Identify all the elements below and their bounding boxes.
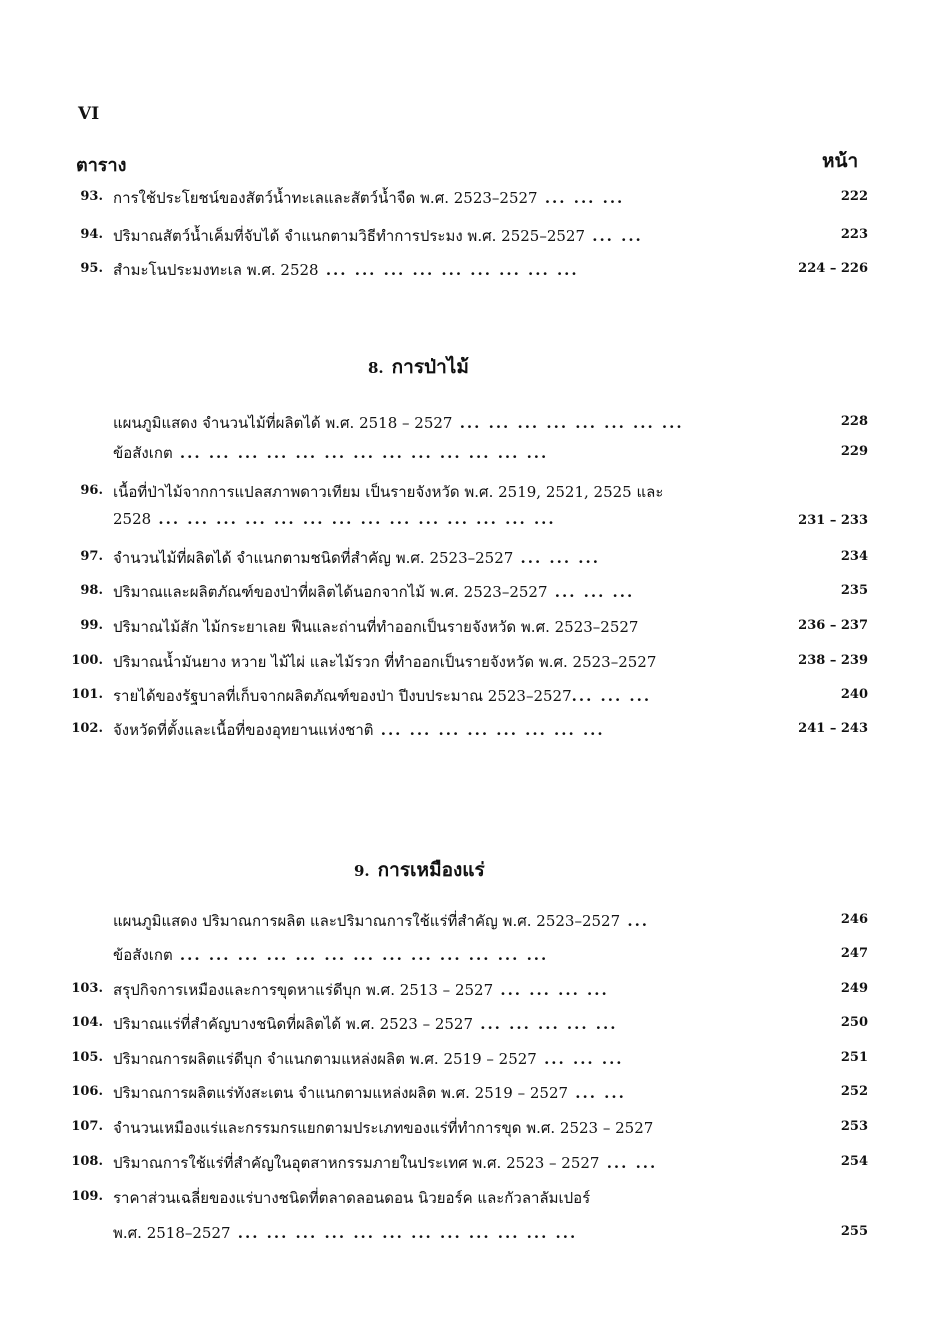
entry-title-line (113, 650, 656, 674)
dot-leader: ... ... ... (571, 687, 652, 705)
toc-row (0, 480, 941, 506)
page-roman-numeral: VI (78, 104, 100, 124)
toc-row (0, 546, 941, 572)
entry-title-line (113, 1047, 624, 1071)
toc-row (0, 718, 941, 744)
page-number: 222 (840, 189, 868, 204)
page-number: 223 (840, 227, 868, 242)
table-number: 96. (80, 483, 103, 498)
entry-title-line (113, 943, 548, 967)
dot-leader: ... ... ... ... ... ... ... ... ... ... ... ... ... (172, 444, 549, 462)
entry-title-line (113, 1081, 626, 1105)
dot-leader: ... ... ... ... ... ... ... ... ... (318, 261, 579, 279)
toc-row (0, 650, 941, 676)
section-title: การเหมืองแร่ (377, 859, 485, 881)
entry-title: สำมะโนประมงทะเล พ.ศ. 2528 (113, 261, 319, 279)
page-number: 234 (840, 549, 868, 564)
toc-row (0, 1116, 941, 1142)
table-number: 102. (71, 721, 103, 736)
dot-leader: ... (620, 912, 650, 930)
page-number: 253 (840, 1119, 868, 1134)
column-header-page: หน้า (822, 150, 859, 172)
dot-leader: ... ... ... ... ... (473, 1015, 618, 1033)
toc-row (0, 411, 941, 437)
table-number: 109. (71, 1189, 103, 1204)
page-number: 235 (840, 583, 868, 598)
dot-leader: ... ... ... ... ... ... ... ... (373, 721, 605, 739)
entry-title-line (113, 186, 624, 210)
entry-title: ปริมาณไม้สัก ไม้กระยาเลย ฟืนและถ่านที่ทำออกเป็นรายจังหวัด พ.ศ. 2523–2527 (113, 618, 639, 636)
table-number: 101. (71, 687, 103, 702)
dot-leader: ... ... ... (536, 1050, 624, 1068)
entry-title-line (113, 615, 638, 639)
entry-title-line (113, 411, 684, 435)
entry-title: จังหวัดที่ตั้งและเนื้อที่ของอุทยานแห่งชาติ (113, 721, 374, 739)
page-number: 252 (840, 1084, 868, 1099)
entry-title: ข้อสังเกต (113, 946, 173, 964)
entry-title: รายได้ของรัฐบาลที่เก็บจากผลิตภัณฑ์ของป่า ปีงบประมาณ 2523–2527 (113, 687, 572, 705)
entry-title-line (113, 1186, 590, 1210)
entry-title: ปริมาณการผลิตแร่ดีบุก จำแนกตามแหล่งผลิต พ.ศ. 2519 – 2527 (113, 1050, 537, 1068)
entry-title: การใช้ประโยชน์ของสัตว์น้ำทะเลและสัตว์น้ำจืด พ.ศ. 2523–2527 (113, 189, 538, 207)
table-number: 100. (71, 653, 103, 668)
page-number: 238 – 239 (798, 653, 868, 668)
dot-leader: ... ... ... (513, 549, 600, 567)
toc-row (0, 684, 941, 710)
table-number: 99. (80, 618, 103, 633)
page-number: 240 (840, 687, 868, 702)
dot-leader: ... ... ... ... (493, 981, 609, 999)
toc-row (0, 978, 941, 1004)
page-number: 228 (840, 414, 868, 429)
table-number: 94. (80, 227, 103, 242)
page-number: 236 – 237 (798, 618, 868, 633)
entry-title-line (113, 718, 605, 742)
page-number: 246 (840, 912, 868, 927)
table-number: 103. (71, 981, 103, 996)
page-number: 249 (840, 981, 868, 996)
entry-title-line (113, 909, 649, 933)
section-number: 9. (354, 862, 370, 880)
section-title: การป่าไม้ (391, 356, 469, 378)
toc-row (0, 258, 941, 284)
entry-title: แผนภูมิแสดง จำนวนไม้ที่ผลิตได้ พ.ศ. 2518 – 2527 (113, 414, 453, 432)
page-number: 224 – 226 (798, 261, 868, 276)
table-number: 98. (80, 583, 103, 598)
page-number: 255 (840, 1224, 868, 1239)
toc-row (0, 1012, 941, 1038)
entry-title: ข้อสังเกต (113, 444, 173, 462)
table-number: 95. (80, 261, 103, 276)
dot-leader: ... ... ... ... ... ... ... ... (452, 414, 684, 432)
entry-title: จำนวนเหมืองแร่และกรรมกรแยกตามประเภทของแร่ที่ทำการขุด พ.ศ. 2523 – 2527 (113, 1119, 654, 1137)
entry-title: ปริมาณแร่ที่สำคัญบางชนิดที่ผลิตได้ พ.ศ. 2523 – 2527 (113, 1015, 474, 1033)
entry-title-line (113, 258, 579, 282)
entry-title: ปริมาณการใช้แร่ที่สำคัญในอุตสาหกรรมภายในประเทศ พ.ศ. 2523 – 2527 (113, 1154, 600, 1172)
table-number: 106. (71, 1084, 103, 1099)
entry-title: 2528 (113, 510, 152, 528)
toc-row (0, 1221, 941, 1247)
dot-leader: ... ... ... ... ... ... ... ... ... ... ... ... ... ... (151, 510, 556, 528)
entry-title-line (113, 480, 663, 504)
table-number: 107. (71, 1119, 103, 1134)
dot-leader: ... ... ... (537, 189, 625, 207)
entry-title-line (113, 978, 609, 1002)
entry-title-line (113, 1012, 617, 1036)
page-number: 229 (840, 444, 868, 459)
toc-row (0, 580, 941, 606)
toc-row (0, 510, 941, 536)
section-heading-forestry (368, 352, 469, 382)
entry-title-line (113, 684, 651, 708)
toc-row (0, 943, 941, 969)
entry-title: ราคาส่วนเฉลี่ยของแร่บางชนิดที่ตลาดลอนดอน นิวยอร์ค และกัวลาลัมเปอร์ (113, 1189, 591, 1207)
dot-leader: ... ... ... (547, 583, 635, 601)
entry-title: เนื้อที่ป่าไม้จากการแปลสภาพดาวเทียม เป็นรายจังหวัด พ.ศ. 2519, 2521, 2525 และ (113, 483, 664, 501)
entry-title: ปริมาณการผลิตแร่ทังสะเตน จำแนกตามแหล่งผลิต พ.ศ. 2519 – 2527 (113, 1084, 569, 1102)
entry-title-line (113, 510, 556, 528)
column-header-table: ตาราง (76, 155, 127, 176)
page-number: 231 – 233 (798, 513, 868, 528)
entry-title: จำนวนไม้ที่ผลิตได้ จำแนกตามชนิดที่สำคัญ พ.ศ. 2523–2527 (113, 549, 514, 567)
toc-row (0, 909, 941, 935)
table-number: 108. (71, 1154, 103, 1169)
toc-row (0, 1151, 941, 1177)
toc-row (0, 224, 941, 250)
entry-title-line (113, 580, 634, 604)
entry-title-line (113, 1151, 657, 1175)
dot-leader: ... ... ... ... ... ... ... ... ... ... ... ... ... (172, 946, 549, 964)
section-number: 8. (368, 359, 384, 377)
dot-leader: ... ... (599, 1154, 658, 1172)
entry-title-line (113, 441, 548, 465)
entry-title: แผนภูมิแสดง ปริมาณการผลิต และปริมาณการใช้แร่ที่สำคัญ พ.ศ. 2523–2527 (113, 912, 621, 930)
section-heading-mining (354, 855, 485, 885)
entry-title-line (113, 546, 600, 570)
dot-leader: ... ... (585, 227, 643, 245)
entry-title: สรุปกิจการเหมืองและการขุดหาแร่ดีบุก พ.ศ. 2513 – 2527 (113, 981, 494, 999)
page-number: 247 (840, 946, 868, 961)
page-number: 251 (840, 1050, 868, 1065)
toc-row (0, 186, 941, 212)
dot-leader: ... ... ... ... ... ... ... ... ... ... ... ... (230, 1224, 578, 1242)
entry-title-line (113, 1221, 577, 1245)
table-number: 104. (71, 1015, 103, 1030)
page-number: 254 (840, 1154, 868, 1169)
entry-title-line (113, 224, 643, 248)
toc-row (0, 1081, 941, 1107)
table-number: 97. (80, 549, 103, 564)
table-number: 105. (71, 1050, 103, 1065)
toc-row (0, 1186, 941, 1212)
toc-row (0, 441, 941, 467)
entry-title: ปริมาณสัตว์น้ำเค็มที่จับได้ จำแนกตามวิธีทำการประมง พ.ศ. 2525–2527 (113, 227, 585, 245)
toc-row (0, 615, 941, 641)
entry-title: พ.ศ. 2518–2527 (113, 1224, 231, 1242)
entry-title: ปริมาณน้ำมันยาง หวาย ไม้ไผ่ และไม้รวก ที่ทำออกเป็นรายจังหวัด พ.ศ. 2523–2527 (113, 653, 657, 671)
table-number: 93. (80, 189, 103, 204)
entry-title: ปริมาณและผลิตภัณฑ์ของป่าที่ผลิตได้นอกจากไม้ พ.ศ. 2523–2527 (113, 583, 548, 601)
page-number: 241 – 243 (798, 721, 868, 736)
page-number: 250 (840, 1015, 868, 1030)
toc-row (0, 1047, 941, 1073)
entry-title-line (113, 1116, 653, 1140)
dot-leader: ... ... (568, 1084, 626, 1102)
